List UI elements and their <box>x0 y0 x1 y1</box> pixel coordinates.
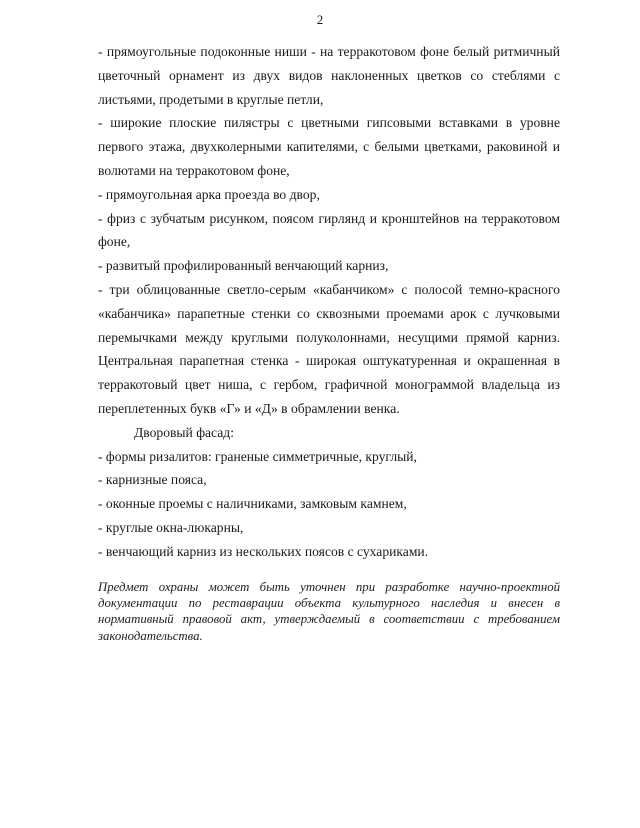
list-item-cornice: - развитый профилированный венчающий карниз, <box>98 258 389 274</box>
protection-note: Предмет охраны может быть уточнен при разработке научно-проектной документации по реставрации объекта культурного наследия и внесен в нормативный правовой акт, утверждаемый в соответствии с требованием законодательства. <box>98 580 560 643</box>
list-item-arch: - прямоугольная арка проезда во двор, <box>98 186 320 202</box>
list-item-window-niches: - прямоугольные подоконные ниши - на терракотовом фоне белый ритмичный цветочный орнамент из двух видов наклоненных цветков со стеблями с листьями, продетыми в круглые петли, <box>98 44 560 107</box>
courtyard-heading: Дворовый фасад: <box>134 424 234 440</box>
list-item-frieze: - фриз с зубчатым рисунком, поясом гирлянд и кронштейнов на терракотовом фоне, <box>98 210 560 250</box>
list-item-parapet: - три облицованные светло-серым «кабанчиком» с полосой темно-красного «кабанчика» парапетные стенки со сквозными проемами арок с лучковыми перемычками между круглыми полуколоннами, несущими прямой карниз. Центральная парапетная стенка - широкая оштукатуренная и окрашенная в терракотовый цвет ниша, с гербом, графичной монограммой владельца из переплетенных букв «Г» и «Д» в обрамлении венка. <box>98 281 560 416</box>
courtyard-item-cornice-belts: - карнизные пояса, <box>98 472 207 488</box>
courtyard-item-crowning-cornice: - венчающий карниз из нескольких поясов с сухариками. <box>98 543 429 559</box>
courtyard-item-window-openings: - оконные проемы с наличниками, замковым камнем, <box>98 496 407 512</box>
courtyard-item-round-windows: - круглые окна-люкарны, <box>98 519 244 535</box>
facade-protection-list <box>98 40 560 564</box>
list-item-pilasters: - широкие плоские пилястры с цветными гипсовыми вставками в уровне первого этажа, двухколерными капителями, с белыми цветками, раковиной и волютами на терракотовом фоне, <box>98 115 560 178</box>
page-number: 2 <box>316 12 324 27</box>
courtyard-item-risalits: - формы ризалитов: граненые симметричные, круглый, <box>98 448 417 464</box>
